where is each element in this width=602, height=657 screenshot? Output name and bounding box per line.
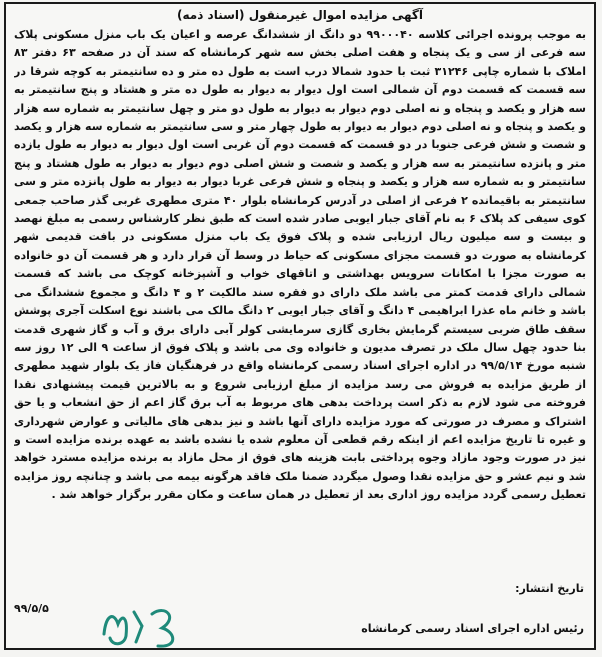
signer: رئیس اداره اجرای اسناد رسمی کرمانشاه: [361, 622, 584, 635]
notice-body: به موجب پرونده اجرائی کلاسه ۹۹۰۰۰۴۰ دو دانگ از ششدانگ عرصه و اعیان یک باب منزل مسکونی پلاک سه فرعی از سی و یک پنجاه و هفت اصلی بخش سه شهر کرمانشاه که سند آن در صفحه ۶۳ دفتر ۸۳ املاک با شماره چاپی ۳۱۲۴۶ ثبت با حدود شمالا درب است به طول ده متر و ده سانتیمتر به کوچه شرقا در سه قسمت که قسمت دوم آن شمالی است اول دیوار به دیوار به طول ده متر و هشتاد و پنج سانتیمتر به سه هزار و یکصد و پنجاه و نه اصلی دوم دیوار به دیوار به طول دو متر و چهل سانتیمتر به شماره سه هزار و یکصد و پنجاه و نه اصلی دوم دیوار به دیوار به طول چهار متر و سی سانتیمتر به شماره سه هزار و یکصد و شصت و شش فرعی جنوبا در دو قسمت که قسمت دوم آن غربی است اول دیوار به دیوار به طول یازده متر و پانزده سانتیمتر به سه هزار و یکصد و شصت و شش اصلی دوم دیوار به دیوار به طول هشتاد و پنج سانتیمتر و به شماره سه هزار و یکصد و پنجاه و شش فرعی غربا دیوار به دیوار به طول پانزده متر و سی سانتیمتر به باقیمانده ۲ فرعی از اصلی در آدرس کرمانشاه بلوار ۴۰ متری مطهری غربی گذر صاحب جمعی کوی سیفی کد پلاک ۶ به نام آقای جبار ایوبی صادر شده است که طبق نظر کارشناس رسمی به مبلغ نهصد و بیست و سه میلیون ریال ارزیابی شده و پلاک فوق یک باب منزل مسکونی در بافت قدیمی شهر کرمانشاه به صورت دو قسمت مجزای مسکونی که حیاط در وسط آن قرار دارد و هر قسمت آن دو خانواده به صورت مجزا با امکانات سرویس بهداشتی و اتاقهای خواب و آشپزخانه کوچک می باشد که قسمت شمالی دارای قدمت کمتر می باشد ملک دارای دو فقره سند مالکیت ۲ و ۴ دانگ و مجموع ششدانگ می باشد و خانم ماه عذرا ابراهیمی ۴ دانگ و آقای جبار ایوبی ۲ دانگ مالک می باشند نوع اسکلت آجری پوشش سقف طاق ضربی سیستم گرمایش بخاری گازی سرمایشی کولر آبی دارای برق و آب و گاز شهری قدمت بنا حدود چهل سال ملک در تصرف مدیون و خانواده وی می باشد و پلاک فوق از ساعت ۹ الی ۱۲ روز سه شنبه مورخ ۹۹/۵/۱۴ در اداره اجرای اسناد رسمی کرمانشاه واقع در فرهنگیان فاز یک بلوار شهید مطهری از طریق مزایده به فروش می رسد مزایده از مبلغ ارزیابی شروع و به بالاترین قیمت پیشنهادی نقدا فروخته می شود لازم به ذکر است پرداخت بدهی های مربوط به آب برق گاز اعم از حق انشعاب و یا حق اشتراک و مصرف در صورتی که مورد مزایده دارای آنها باشد و نیز بدهی های مالیاتی و عوارض شهرداری و غیره تا تاریخ مزایده اعم از اینکه رقم قطعی آن معلوم شده یا نشده باشد به عهده برنده مزایده است و نیز در صورت وجود مازاد وجوه پرداختی بابت هزینه های فوق از محل مازاد به برنده مزایده مسترد خواهد شد و نیم عشر و حق مزایده نقدا وصول میگردد ضمنا ملک فاقد هرگونه بیمه می باشد و چنانچه روز مزایده تعطیل رسمی گردد مزایده روز اداری بعد از تعطیل در همان ساعت و مکان مقرر برگزار خواهد شد .: [14, 28, 586, 502]
publish-date: ۹۹/۵/۵: [14, 602, 49, 615]
notice-frame: [4, 2, 596, 650]
publish-date-label: تاریخ انتشار:: [515, 582, 584, 595]
handwritten-number-mark: [96, 594, 186, 654]
notice-title: آگهی مزایده اموال غیرمنقول (اسناد ذمه): [177, 8, 423, 22]
